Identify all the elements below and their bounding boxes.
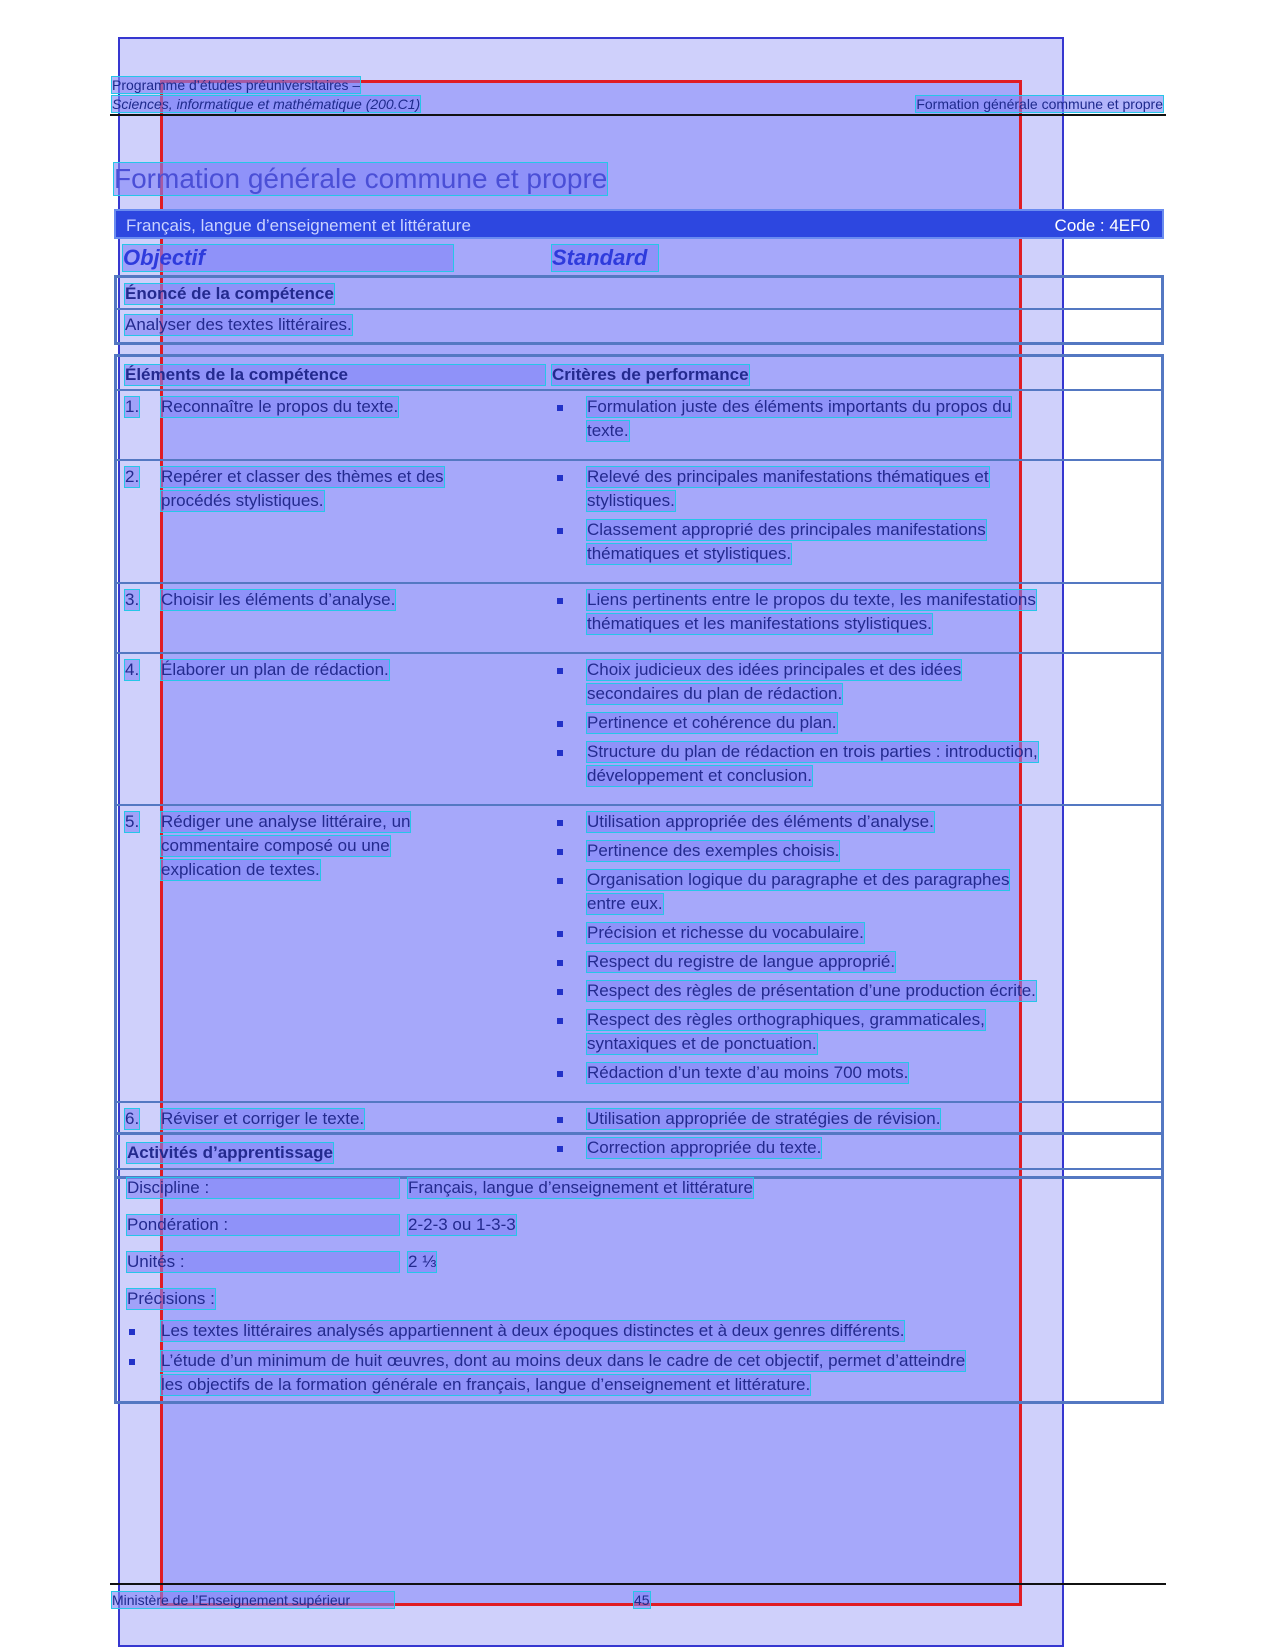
element-number: 2. xyxy=(125,467,140,486)
element-text: explication de textes. xyxy=(161,860,320,879)
bullet-icon xyxy=(557,721,563,727)
element-text: Choisir les éléments d’analyse. xyxy=(161,590,396,609)
bullet-icon xyxy=(557,849,563,855)
criterion-text: Rédaction d’un texte d’au moins 700 mots. xyxy=(587,1063,909,1082)
footer-page-number: 45 xyxy=(634,1592,650,1608)
bullet-icon xyxy=(557,989,563,995)
program-line-2: Sciences, informatique et mathématique (200.C1) xyxy=(112,96,421,112)
criterion-text: développement et conclusion. xyxy=(587,766,812,785)
header-section: Formation générale commune et propre xyxy=(916,96,1163,112)
criterion-text: Utilisation appropriée des éléments d’analyse. xyxy=(587,812,934,831)
bullet-icon xyxy=(557,668,563,674)
course-code: Code : 4EF0 xyxy=(1054,216,1150,235)
footer-ministry: Ministère de l’Enseignement supérieur xyxy=(112,1592,394,1608)
criterion-text: entre eux. xyxy=(587,894,663,913)
criterion-text: Utilisation appropriée de stratégies de révision. xyxy=(587,1109,941,1128)
criterion-text: Correction appropriée du texte. xyxy=(587,1138,822,1157)
precision-text: L’étude d’un minimum de huit œuvres, dont au moins deux dans le cadre de cet objectif, permet d’atteindre xyxy=(161,1351,966,1370)
element-number: 3. xyxy=(125,590,140,609)
table-row-divider xyxy=(117,582,1161,584)
col-elements-header: Éléments de la compétence xyxy=(125,365,545,385)
criterion-text: Précision et richesse du vocabulaire. xyxy=(587,923,864,942)
element-number: 1. xyxy=(125,397,140,416)
bullet-icon xyxy=(557,820,563,826)
element-text: Réviser et corriger le texte. xyxy=(161,1109,365,1128)
criterion-text: Structure du plan de rédaction en trois parties : introduction, xyxy=(587,742,1038,761)
bullet-icon xyxy=(557,1117,563,1123)
criterion-text: thématiques et stylistiques. xyxy=(587,544,792,563)
table-row-divider xyxy=(117,1101,1161,1103)
element-number: 4. xyxy=(125,660,140,679)
competence-text: Analyser des textes littéraires. xyxy=(125,315,352,334)
bullet-icon xyxy=(557,528,563,534)
element-text: commentaire composé ou une xyxy=(161,836,390,855)
discipline-value: Français, langue d’enseignement et littérature xyxy=(408,1178,753,1197)
course-bar xyxy=(114,209,1164,239)
header-rule xyxy=(110,114,1166,116)
activities-heading: Activités d’apprentissage xyxy=(127,1143,333,1162)
ponderation-value: 2-2-3 ou 1-3-3 xyxy=(408,1215,516,1234)
bullet-icon xyxy=(557,750,563,756)
bullet-icon xyxy=(557,931,563,937)
course-name: Français, langue d’enseignement et littérature xyxy=(126,216,471,235)
element-text: procédés stylistiques. xyxy=(161,491,324,510)
program-line-1: Programme d’études préuniversitaires – xyxy=(112,77,361,93)
bullet-icon xyxy=(557,475,563,481)
activities-box xyxy=(114,1132,1164,1404)
criterion-text: Pertinence des exemples choisis. xyxy=(587,841,840,860)
page-title: Formation générale commune et propre xyxy=(114,163,608,194)
objective-header: Objectif xyxy=(123,245,453,271)
criterion-text: Liens pertinents entre le propos du texte, les manifestations xyxy=(587,590,1036,609)
unites-value: 2 ⅓ xyxy=(408,1252,437,1271)
table-row-divider xyxy=(117,652,1161,654)
precisions-label: Précisions : xyxy=(127,1289,215,1308)
bullet-icon xyxy=(129,1359,135,1365)
element-text: Élaborer un plan de rédaction. xyxy=(161,660,389,679)
bullet-icon xyxy=(557,405,563,411)
criterion-text: Pertinence et cohérence du plan. xyxy=(587,713,837,732)
criterion-text: texte. xyxy=(587,421,629,440)
element-text: Repérer et classer des thèmes et des xyxy=(161,467,444,486)
footer-rule xyxy=(110,1583,1166,1585)
ponderation-label: Pondération : xyxy=(127,1215,399,1235)
element-number: 6. xyxy=(125,1109,140,1128)
table-row-divider xyxy=(117,804,1161,806)
competence-box xyxy=(114,275,1164,345)
criterion-text: secondaires du plan de rédaction. xyxy=(587,684,843,703)
standard-header: Standard xyxy=(552,245,658,271)
unites-label: Unités : xyxy=(127,1252,399,1272)
criterion-text: stylistiques. xyxy=(587,491,675,510)
bullet-icon xyxy=(557,598,563,604)
criterion-text: thématiques et les manifestations stylistiques. xyxy=(587,614,932,633)
criterion-text: Choix judicieux des idées principales et des idées xyxy=(587,660,962,679)
table-row-divider xyxy=(117,389,1161,391)
elements-table xyxy=(114,354,1164,1179)
element-text: Rédiger une analyse littéraire, un xyxy=(161,812,411,831)
element-number: 5. xyxy=(125,812,140,831)
criterion-text: Classement approprié des principales manifestations xyxy=(587,520,986,539)
col-criteria-header: Critères de performance xyxy=(552,365,749,384)
bullet-icon xyxy=(557,878,563,884)
criterion-text: Relevé des principales manifestations thématiques et xyxy=(587,467,989,486)
bullet-icon xyxy=(557,960,563,966)
competence-heading: Énoncé de la compétence xyxy=(125,284,334,303)
precision-text: Les textes littéraires analysés appartiennent à deux époques distinctes et à deux genres différents. xyxy=(161,1321,905,1340)
criterion-text: Organisation logique du paragraphe et des paragraphes xyxy=(587,870,1010,889)
precision-text: les objectifs de la formation générale en français, langue d’enseignement et littérature. xyxy=(161,1375,811,1394)
bullet-icon xyxy=(557,1018,563,1024)
criterion-text: Respect du registre de langue approprié. xyxy=(587,952,896,971)
criterion-text: syntaxiques et de ponctuation. xyxy=(587,1034,817,1053)
element-text: Reconnaître le propos du texte. xyxy=(161,397,399,416)
criterion-text: Respect des règles de présentation d’une production écrite. xyxy=(587,981,1036,1000)
criterion-text: Formulation juste des éléments importants du propos du xyxy=(587,397,1012,416)
criterion-text: Respect des règles orthographiques, grammaticales, xyxy=(587,1010,985,1029)
table-row-divider xyxy=(117,459,1161,461)
bullet-icon xyxy=(129,1329,135,1335)
bullet-icon xyxy=(557,1071,563,1077)
discipline-label: Discipline : xyxy=(127,1178,399,1198)
